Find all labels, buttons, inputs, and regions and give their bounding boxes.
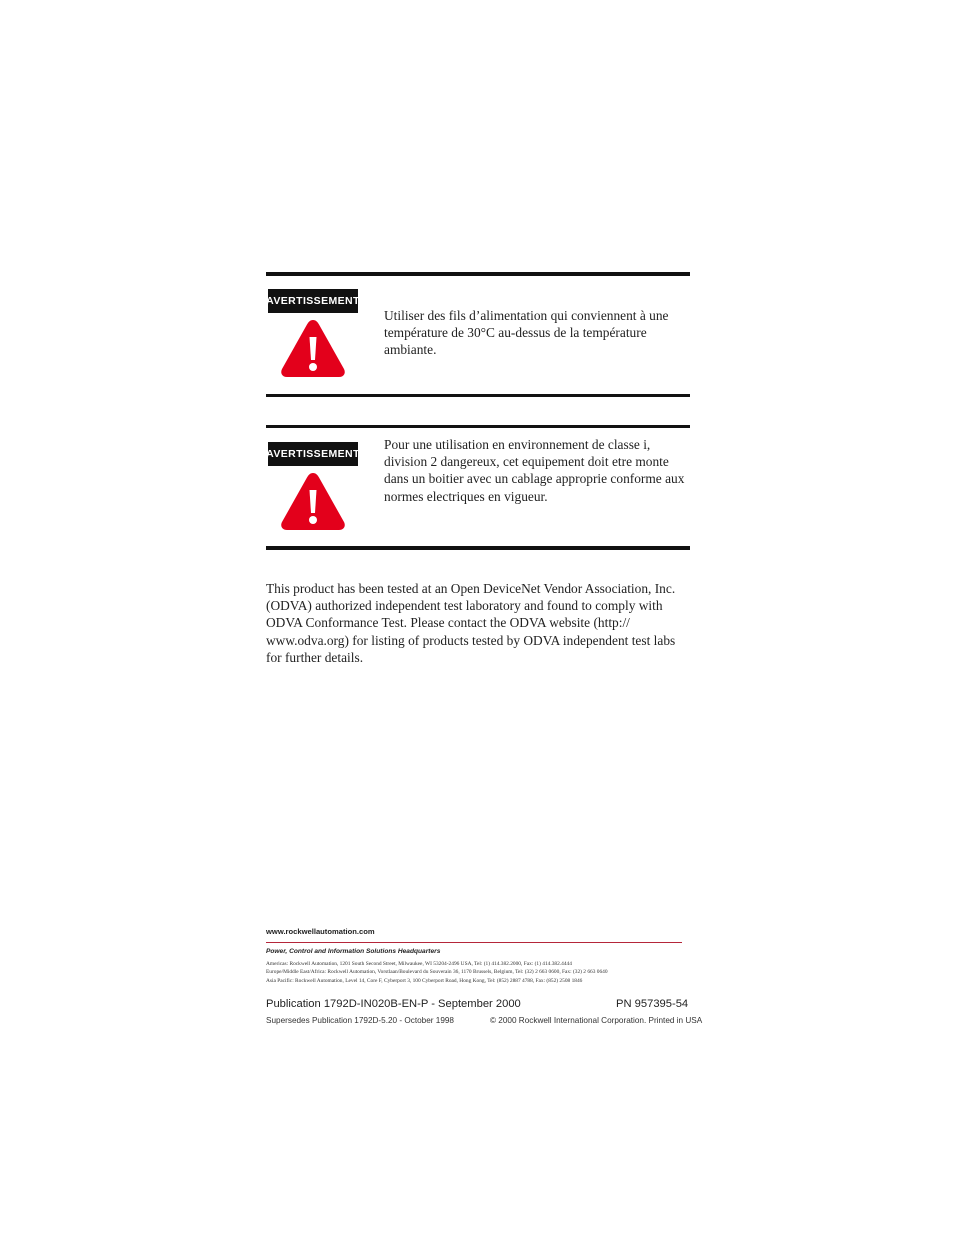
address-line: Asia Pacific: Rockwell Automation, Level 14, Core F, Cyberport 3, 100 Cyberport Road, Hong Kong, Tel: (852) 2887 4788, Fax: (852) 2508 1846 xyxy=(266,978,583,984)
exclamation-triangle-icon xyxy=(279,470,347,532)
address-line: Europe/Middle East/Africa: Rockwell Automation, Vorstlaan/Boulevard du Souverain 36, 1170 Brussels, Belgium, Tel: (32) 2 663 0600, Fax: (32) 2 663 0640 xyxy=(266,969,608,975)
warning-bottom-rule xyxy=(266,546,690,550)
warning-badge: AVERTISSEMENT xyxy=(268,289,358,313)
warning-bottom-rule xyxy=(266,394,690,397)
website-link[interactable]: www.rockwellautomation.com xyxy=(266,927,375,936)
publication-number: Publication 1792D-IN020B-EN-P - September 2000 xyxy=(266,998,521,1010)
copyright-notice: © 2000 Rockwell International Corporation. Printed in USA xyxy=(490,1016,703,1025)
warning-text: Utiliser des fils d’alimentation qui conviennent à une température de 30°C au-dessus de la température ambiante. xyxy=(384,308,669,358)
headquarters-title: Power, Control and Information Solutions Headquarters xyxy=(266,948,441,955)
odva-compliance-paragraph: This product has been tested at an Open DeviceNet Vendor Association, Inc. (ODVA) authorized independent test laboratory and found to comply with ODVA Conformance Test. Please contact the ODVA website (http:// www.odva.org) for listing of products tested by ODVA independent test labs for further details. xyxy=(266,581,676,665)
address-line: Americas: Rockwell Automation, 1201 South Second Street, Milwaukee, WI 53204-2496 USA, Tel: (1) 414.382.2000, Fax: (1) 414.382.4444 xyxy=(266,961,572,967)
exclamation-triangle-icon xyxy=(279,317,347,379)
warning-badge: AVERTISSEMENT xyxy=(268,442,358,466)
warning-text: Pour une utilisation en environnement de classe i, division 2 dangereux, cet equipement doit etre monte dans un boitier avec un cablage approprie conforme aux normes electriques en vigueur. xyxy=(384,437,685,504)
warning-top-rule xyxy=(266,272,690,276)
supersedes-note: Supersedes Publication 1792D-5.20 - October 1998 xyxy=(266,1016,454,1025)
footer-divider xyxy=(266,942,682,943)
part-number: PN 957395-54 xyxy=(616,998,689,1010)
warning-top-rule xyxy=(266,425,690,428)
